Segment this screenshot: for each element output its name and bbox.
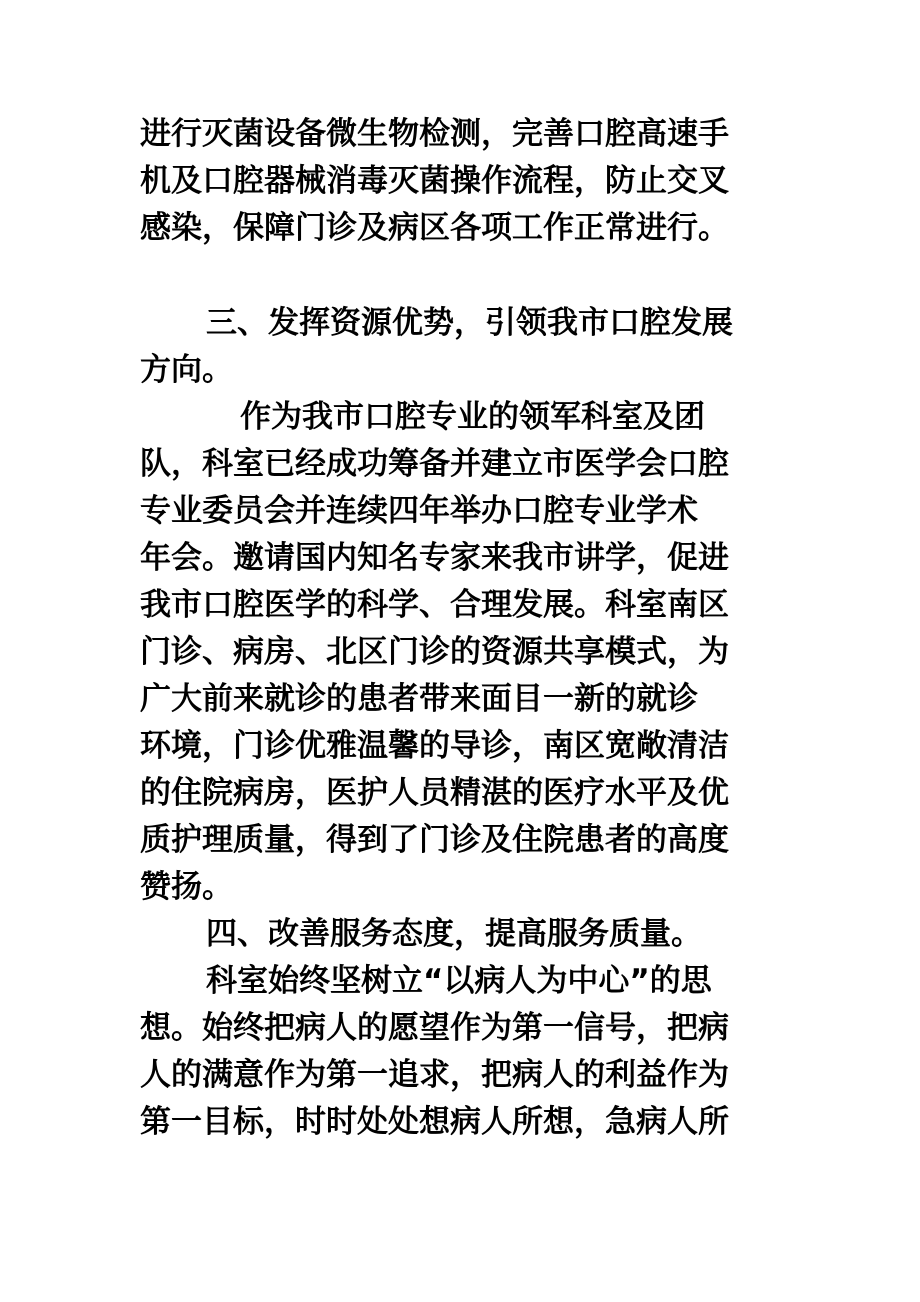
- section-heading-3: 三、发挥资源优势，引领我市口腔发展: [206, 305, 733, 341]
- text-line: 质护理质量，得到了门诊及住院患者的高度: [140, 822, 729, 858]
- text-line: 我市口腔医学的科学、合理发展。科室南区: [140, 587, 729, 623]
- text-line: 想。始终把病人的愿望作为第一信号，把病: [140, 1010, 729, 1046]
- text-line: 环境，门诊优雅温馨的导诊，南区宽敞清洁: [140, 728, 729, 764]
- text-line: 进行灭菌设备微生物检测，完善口腔高速手: [140, 116, 729, 152]
- paragraph-gap: [140, 252, 800, 300]
- text-line: 作为我市口腔专业的领军科室及团: [240, 399, 705, 435]
- text-line: 第一目标，时时处处想病人所想，急病人所: [140, 1104, 729, 1140]
- document-page: [140, 111, 800, 1146]
- text-line: 门诊、病房、北区门诊的资源共享模式，为: [140, 634, 729, 670]
- text-line: 的住院病房，医护人员精湛的医疗水平及优: [140, 775, 729, 811]
- text-line: 年会。邀请国内知名专家来我市讲学，促进: [140, 540, 729, 576]
- section-heading-4: 四、改善服务态度，提高服务质量。: [206, 916, 702, 952]
- text-line: 感染，保障门诊及病区各项工作正常进行。: [140, 210, 729, 246]
- text-line: 队，科室已经成功筹备并建立市医学会口腔: [140, 446, 729, 482]
- section-heading-3-continued: 方向。: [140, 352, 233, 388]
- text-line: 科室始终坚树立“以病人为中心”的思: [206, 963, 712, 999]
- text-line: 专业委员会并连续四年举办口腔专业学术: [140, 493, 698, 529]
- text-line: 机及口腔器械消毒灭菌操作流程，防止交叉: [140, 163, 729, 199]
- text-line: 人的满意作为第一追求，把病人的利益作为: [140, 1057, 729, 1093]
- text-line: 赞扬。: [140, 869, 233, 905]
- text-line: 广大前来就诊的患者带来面目一新的就诊: [140, 681, 698, 717]
